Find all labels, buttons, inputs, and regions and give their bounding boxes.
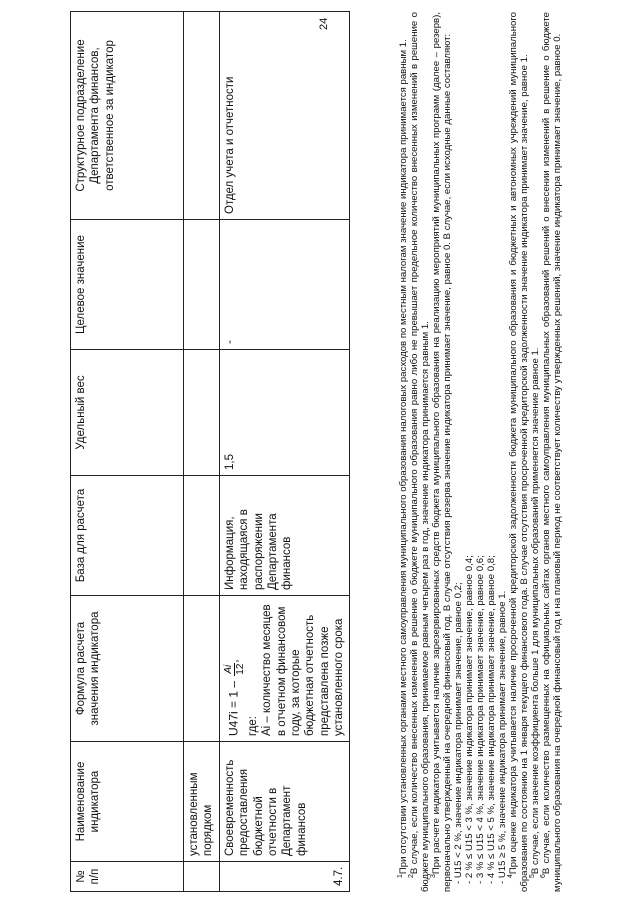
footnote-5: $^5$В случае, если значение коэффициента больше 1 для муниципальных образований применяется значение равное 1. (528, 347, 541, 878)
formula-expression (223, 601, 246, 736)
formula-denominator: 12 (234, 663, 246, 675)
cell-empty (184, 220, 220, 350)
cell-base: Информация, находящаяся в распоряжении Департамента финансов (219, 476, 350, 596)
formula-lhs: U47i = 1 – (226, 680, 241, 736)
cell-empty (184, 862, 220, 892)
footnote-3-item: - 4 % ≤ U15 < 5 %, значение индикатора принимает значение, равное 0,8; (486, 555, 497, 884)
header-weight: Удельный вес (71, 350, 184, 476)
formula-tail: , (226, 659, 241, 663)
footnotes (398, 12, 563, 892)
cell-formula (219, 596, 350, 742)
cell-name: Своевременность предоставления бюджетной отчетности в Департамент финансов (219, 742, 350, 862)
formula-numerator: Ai (222, 664, 234, 674)
page-number: 24 (318, 17, 330, 31)
footnote-3-item: - 3 % ≤ U15 < 4 %, значение индикатора принимает значение, равное 0,6; (475, 555, 486, 884)
footnote-1: $^1$При отсутствии установленных органами местного самоуправления муниципального образования налоговых расходов по местным налогам значение индикатора принимается равным 1. (396, 39, 409, 878)
footnote-2-text: В случае, если количество внесенных изменений в решение о бюджете муниципального образования равно либо не превышает предельное количество внесенных изменений в решение о бюджете муниципального образования, принимаемое равным четырем раз в год, значение индикатора принимается равным 1. (409, 12, 431, 892)
footnote-3-item: - U15 < 2 %, значение индикатора принимает значение, равное 0,2; (453, 582, 464, 884)
formula-description: Ai – количество месяцев в отчетном финансовом году, за которые бюджетная отчетность представлена позже установленного срока (261, 604, 345, 736)
cell-num: 4.7. (219, 862, 350, 892)
cell-empty (184, 476, 220, 596)
cell-empty (184, 12, 220, 220)
cell-name-continuation: установленным порядком (184, 742, 220, 862)
cell-empty (184, 596, 220, 742)
cell-target: - (219, 220, 350, 350)
footnote-5-text: В случае, если значение коэффициента больше 1 для муниципальных образований применяется значение равное 1. (530, 347, 541, 875)
footnote-6: $^6$В случае, если количество размещенных на официальных сайтах органов местного самоуправления муниципальных образований решений о внесении изменений в решение о бюджете муниципального образования на очередной финансовый год и на плановый период не соответствует количеству утвержденных решений, значение индикатора принимает значение, равное 0. (539, 12, 563, 892)
header-name: Наименование индикатора (71, 742, 184, 862)
footnote-1-text: При отсутствии установленных органами местного самоуправления муниципального образования налоговых расходов по местным налогам значение индикатора принимается равным 1. (398, 39, 409, 875)
cell-department: Отдел учета и отчетности (219, 12, 350, 220)
cell-weight: 1,5 (219, 350, 350, 476)
footnote-3-item: - 2 % ≤ U15 < 3 %, значение индикатора принимает значение, равное 0,4; (464, 555, 475, 884)
footnote-4-text: При оценке индикатора учитывается наличие просроченной кредиторской задолженности бюджета муниципального образования и бюджетных и автономных учреждений муниципального образования по состоянию на 1 января текущего финансового года. В случае отсутствия просроченной кредиторской задолженности значение индикатора принимает значение, равное 1. (508, 12, 530, 892)
table-header-row (71, 12, 184, 892)
header-base: База для расчета (71, 476, 184, 596)
footnote-6-text: В случае, если количество размещенных на официальных сайтах органов местного самоуправления муниципальных образований решений о внесении изменений в решение о бюджете муниципального образования на очередной финансовый год и на плановый период не соответствует количеству утвержденных решений, значение индикатора принимает значение, равное 0. (541, 12, 563, 892)
footnote-3: $^3$При расчете индикатора учитывается наличие зарезервированных средств бюджета муниципального образования на реализацию мероприятий муниципальных программ (далее – резерв), первоначально утвержденный на очередной финансовый год. В случае отсутствия резерва значение индикатора принимает значение, равное 0. В случае, если исходные данные составляют: (429, 12, 453, 892)
footnote-2: $^2$В случае, если количество внесенных изменений в решение о бюджете муниципального образования равно либо не превышает предельное количество внесенных изменений в решение о бюджете муниципального образования, принимаемое равным четырем раз в год, значение индикатора принимается равным 1. (407, 12, 431, 892)
table-row-continuation (184, 12, 220, 892)
header-formula: Формула расчета значения индикатора (71, 596, 184, 742)
header-department: Структурное подразделение Департамента финансов, ответственное за индикатор (71, 12, 184, 220)
cell-empty (184, 350, 220, 476)
table-row (219, 12, 350, 892)
header-num: № п/п (71, 862, 184, 892)
formula-fraction (223, 663, 246, 676)
formula-where: где: (246, 716, 259, 736)
indicator-table (70, 11, 350, 892)
footnote-3-text: При расчете индикатора учитывается наличие зарезервированных средств бюджета муниципального образования на реализацию мероприятий муниципальных программ (далее – резерв), первоначально утвержденный на очередной финансовый год. В случае отсутствия резерва значение индикатора принимает значение, равное 0. В случае, если исходные данные составляют: (431, 12, 453, 892)
footnote-3-item: - U15 ≥ 5 %, значение индикатора принимает значение, равное 1. (497, 590, 508, 884)
header-target: Целевое значение (71, 220, 184, 350)
footnote-4: $^4$При оценке индикатора учитывается наличие просроченной кредиторской задолженности бюджета муниципального образования и бюджетных и автономных учреждений муниципального образования по состоянию на 1 января текущего финансового года. В случае отсутствия просроченной кредиторской задолженности значение индикатора принимает значение, равное 1. (506, 12, 530, 892)
rotated-page-content (70, 12, 630, 892)
